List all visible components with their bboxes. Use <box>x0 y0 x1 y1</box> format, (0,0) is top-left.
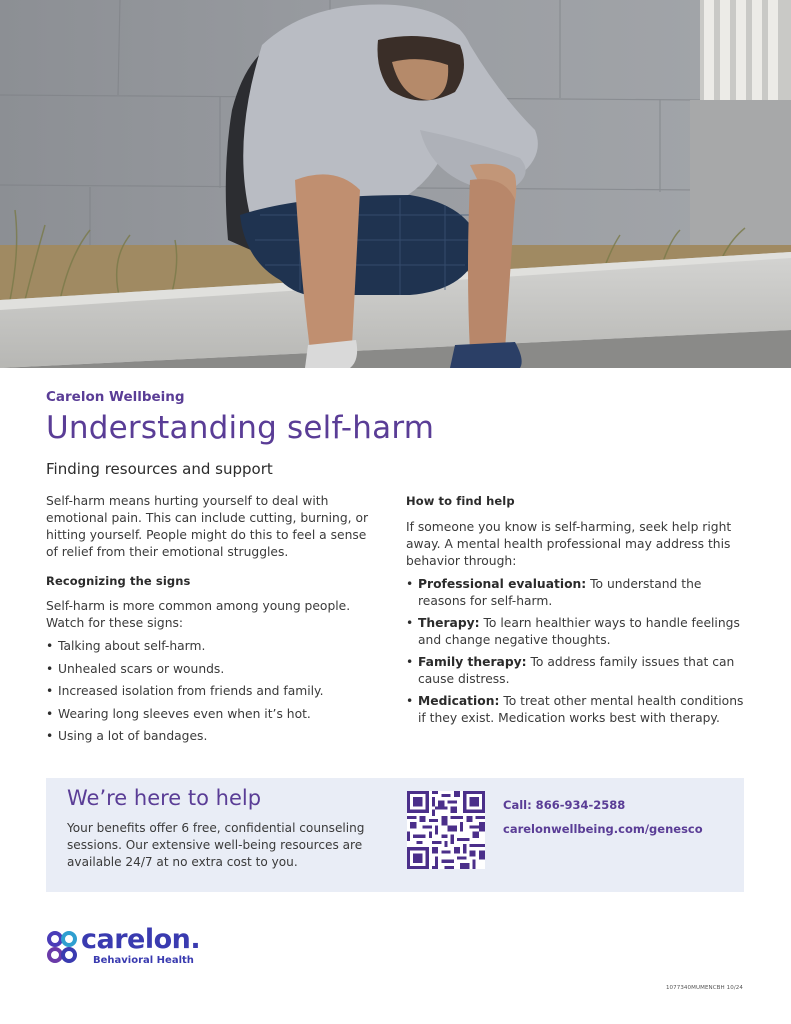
list-item <box>406 615 751 649</box>
carelon-logo <box>46 924 201 972</box>
website-link[interactable]: carelonwellbeing.com/genesco <box>503 822 703 836</box>
intro-paragraph: Self-harm means hurting yourself to deal with emotional pain. This can include cutting, burning, or hitting yourself. People might do this to feel a sense of relief from their emotional struggles. <box>46 494 369 559</box>
logo-subtitle: Behavioral Health <box>93 955 194 966</box>
item-text: To address family issues that can cause distress. <box>418 655 735 686</box>
list-item <box>406 654 751 688</box>
list-item: • Increased isolation from friends and family. <box>46 683 381 700</box>
list-item <box>406 576 751 610</box>
list-item <box>406 693 751 727</box>
page-title: Understanding self-harm <box>46 410 435 446</box>
signs-heading: Recognizing the signs <box>46 574 191 588</box>
list-item: • Using a lot of bandages. <box>46 728 381 745</box>
item-term: Professional evaluation: <box>418 577 587 591</box>
page-subtitle: Finding resources and support <box>46 460 273 478</box>
help-callout-box <box>46 778 744 892</box>
brand-eyebrow: Carelon Wellbeing <box>46 389 185 405</box>
list-item: • Wearing long sleeves even when it’s hot. <box>46 706 381 723</box>
logo-wordmark: carelon. <box>81 924 201 955</box>
right-column <box>406 493 751 732</box>
item-text: To treat other mental health conditions if they exist. Medication works best with therapy. <box>418 694 744 725</box>
list-item: • Unhealed scars or wounds. <box>46 661 381 678</box>
help-title: We’re here to help <box>67 786 262 810</box>
hero-illustration <box>0 0 791 368</box>
carelon-logo-icon <box>46 930 78 964</box>
item-text: To learn healthier ways to handle feelings and change negative thoughts. <box>418 616 740 647</box>
item-text: To understand the reasons for self-harm. <box>418 577 702 608</box>
list-item: • Talking about self-harm. <box>46 638 381 655</box>
signs-intro: Self-harm is more common among young people. Watch for these signs: <box>46 599 351 630</box>
help-options-list <box>406 576 751 727</box>
form-code: 1077340MUMENCBH 10/24 <box>665 985 743 991</box>
item-term: Therapy: <box>418 616 480 630</box>
phone-link[interactable]: Call: 866-934-2588 <box>503 798 626 812</box>
signs-list <box>46 638 381 745</box>
item-term: Medication: <box>418 694 500 708</box>
help-text: Your benefits offer 6 free, confidential counseling sessions. Our extensive well-being resources are available 24/7 at no extra cost to you. <box>67 821 365 869</box>
item-term: Family therapy: <box>418 655 527 669</box>
find-help-heading: How to find help <box>406 494 515 508</box>
qr-code-icon[interactable] <box>407 791 485 869</box>
left-column <box>46 493 381 751</box>
hero-photo <box>0 0 791 368</box>
find-help-intro: If someone you know is self-harming, seek help right away. A mental health professional may address this behavior through: <box>406 520 732 568</box>
